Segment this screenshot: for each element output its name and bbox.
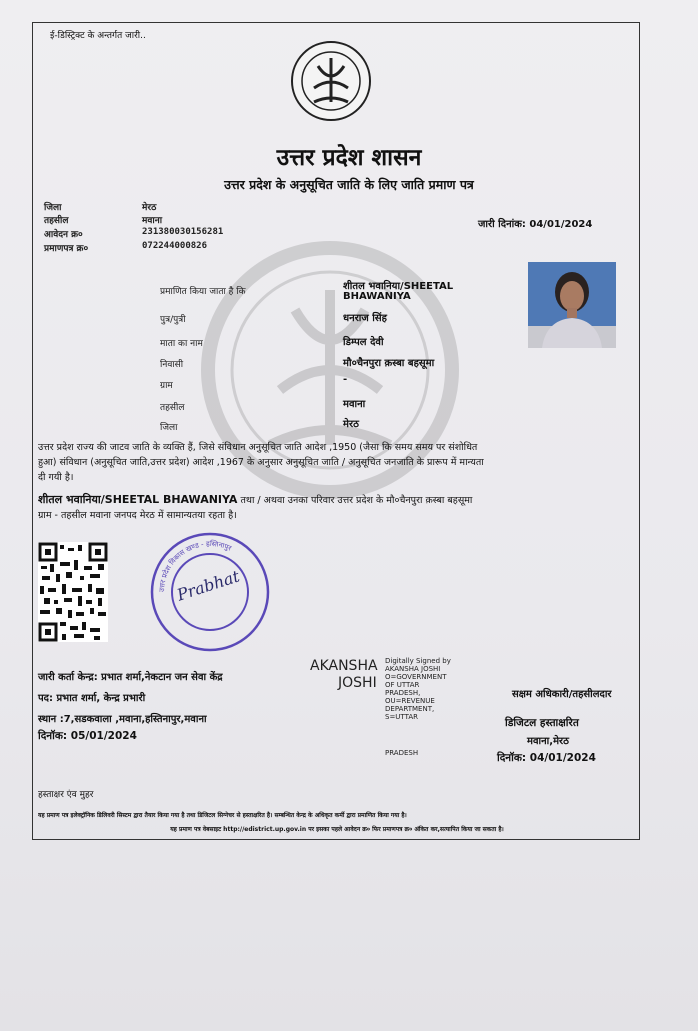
digsig-line: DEPARTMENT,: [385, 705, 435, 713]
caste-paragraph-line1: उत्तर प्रदेश राज्य की जाटव जाति के व्यक्ति हैं, जिसे संविधान अनुसूचित जाति आदेश ,1950 (जैसा कि समय समय पर संशोधित: [38, 442, 478, 453]
digsig-line: S=UTTAR: [385, 713, 418, 721]
digsig-line: O=GOVERNMENT: [385, 673, 447, 681]
applicant-name-line1: शीतल भवानिया/SHEETAL: [343, 281, 454, 292]
caste-paragraph-line2: हुआ) संविधान (अनुसूचित जाति,उत्तर प्रदेश) आदेश ,1967 के अनुसार अनुसूचित जाति / अनुसूचित जनजाति के प्रारूप में मान्यता: [38, 457, 484, 468]
caste-paragraph: [38, 440, 632, 485]
page-subtitle: उत्तर प्रदेश के अनुसूचित जाति के लिए जाति प्रमाण पत्र: [224, 177, 474, 192]
applicant-photo: [528, 262, 616, 348]
authority-date: दिनॉक: 04/01/2024: [497, 752, 596, 764]
signer-first-name: AKANSHA: [310, 658, 378, 674]
digsig-line: Digitally Signed by: [385, 657, 451, 665]
person-photo-icon: [528, 262, 616, 348]
resident-label: निवासी: [160, 360, 184, 370]
qr-code-icon: [38, 542, 108, 642]
issuer-date: दिनॉक: 05/01/2024: [38, 730, 137, 742]
issuing-center: जारी कर्ता केन्द्र: प्रभात शर्मा,नेकटान जन सेवा केंद्र: [38, 672, 223, 683]
digsig-line-last: PRADESH: [385, 749, 419, 757]
mother-label: माता का नाम: [160, 339, 203, 349]
certify-label: प्रमाणित किया जाता है कि: [160, 287, 246, 297]
digital-signature-details: [385, 657, 451, 721]
official-stamp: [148, 530, 272, 654]
residence-paragraph-line2: ग्राम - तहसील मवाना जनपद मेरठ में सामान्यतया रहता है।: [38, 510, 237, 521]
applicant-name-line2: BHAWANIYA: [343, 291, 411, 302]
page-title: उत्तर प्रदेश शासन: [276, 145, 422, 171]
digsig-line: AKANSHA JOSHI: [385, 665, 441, 673]
application-label: आवेदन क्र०: [44, 230, 83, 240]
authority-place: मवाना,मेरठ: [527, 736, 569, 747]
caste-paragraph-line3: दी गयी है।: [38, 472, 74, 483]
issuer-place: स्थान :7,सडकवाला ,मवाना,हस्तिनापुर,मवाना: [38, 714, 207, 725]
village-value: -: [343, 374, 348, 385]
authority-title: सक्षम अधिकारी/तहसीलदार: [512, 689, 612, 700]
detail-tehsil-value: मवाना: [343, 399, 366, 410]
detail-district-value: मेरठ: [343, 419, 359, 430]
residence-paragraph: [38, 492, 638, 523]
digsig-line: PRADESH,: [385, 689, 421, 697]
sign-label: हस्ताक्षर एंव मुहर: [38, 790, 94, 800]
father-name: धनराज सिंह: [343, 313, 387, 324]
mother-name: डिम्पल देवी: [343, 337, 384, 348]
digsig-line: OU=REVENUE: [385, 697, 435, 705]
footer-note-1: यह प्रमाण पत्र इलेक्ट्रॉनिक डिलिवरी सिस्टम द्वारा तैयार किया गया है तथा डिजिटल सिग्नेचर से हस्ताक्षरित है। सम्बन्धित केन्द्र के अधिकृत कर्मी द्वारा प्रमाणित किया गया है।: [38, 812, 407, 819]
certificate-number: 072244000826: [142, 241, 208, 251]
stamp-ring-text: उत्तर प्रदेश विकास खण्ड - हस्तिनापुर: [157, 539, 233, 593]
residence-paragraph-line1: [38, 492, 638, 508]
application-number: 231380030156281: [142, 227, 224, 237]
detail-district-label: जिला: [160, 423, 178, 433]
certificate-label: प्रमाणपत्र क्र०: [44, 244, 89, 254]
detail-tehsil-label: तहसील: [160, 403, 185, 413]
residence-name: शीतल भवानिया/SHEETAL BHAWANIYA: [38, 493, 238, 506]
digsig-line: OF UTTAR: [385, 681, 420, 689]
district-label: जिला: [44, 203, 62, 213]
residence-rest: तथा / अथवा उनका परिवार उत्तर प्रदेश के मौ०चैनपुरा क़स्बा बहसूमा: [237, 495, 473, 506]
village-label: ग्राम: [160, 381, 173, 391]
signer-last-name: JOSHI: [338, 675, 377, 691]
issue-date: जारी दिनांक: 04/01/2024: [478, 219, 593, 230]
top-note: ई-डिस्ट्रिक्ट के अन्तर्गत जारी..: [50, 31, 146, 41]
stamp-signature: Prabhat: [174, 566, 242, 605]
tehsil-value: मवाना: [142, 216, 163, 226]
resident-value: मौ०चैनपुरा क़स्बा बहसूमा: [343, 358, 435, 369]
authority-digital: डिजिटल हस्ताक्षरित: [505, 717, 579, 729]
up-government-emblem-icon: [290, 40, 372, 122]
footer-note-2: यह प्रमाण पत्र वेबसाइट http://edistrict.up.gov.in पर इसका पहले आवेदन क्र० फिर प्रमाणपत्र क्र० अंकित कर,सत्यापित किया जा सकता है।: [170, 826, 504, 833]
issuer-post: पद: प्रभात शर्मा, केन्द्र प्रभारी: [38, 693, 146, 704]
child-label: पुत्र/पुत्री: [160, 315, 186, 325]
tehsil-label: तहसील: [44, 216, 69, 226]
district-value: मेरठ: [142, 203, 157, 213]
